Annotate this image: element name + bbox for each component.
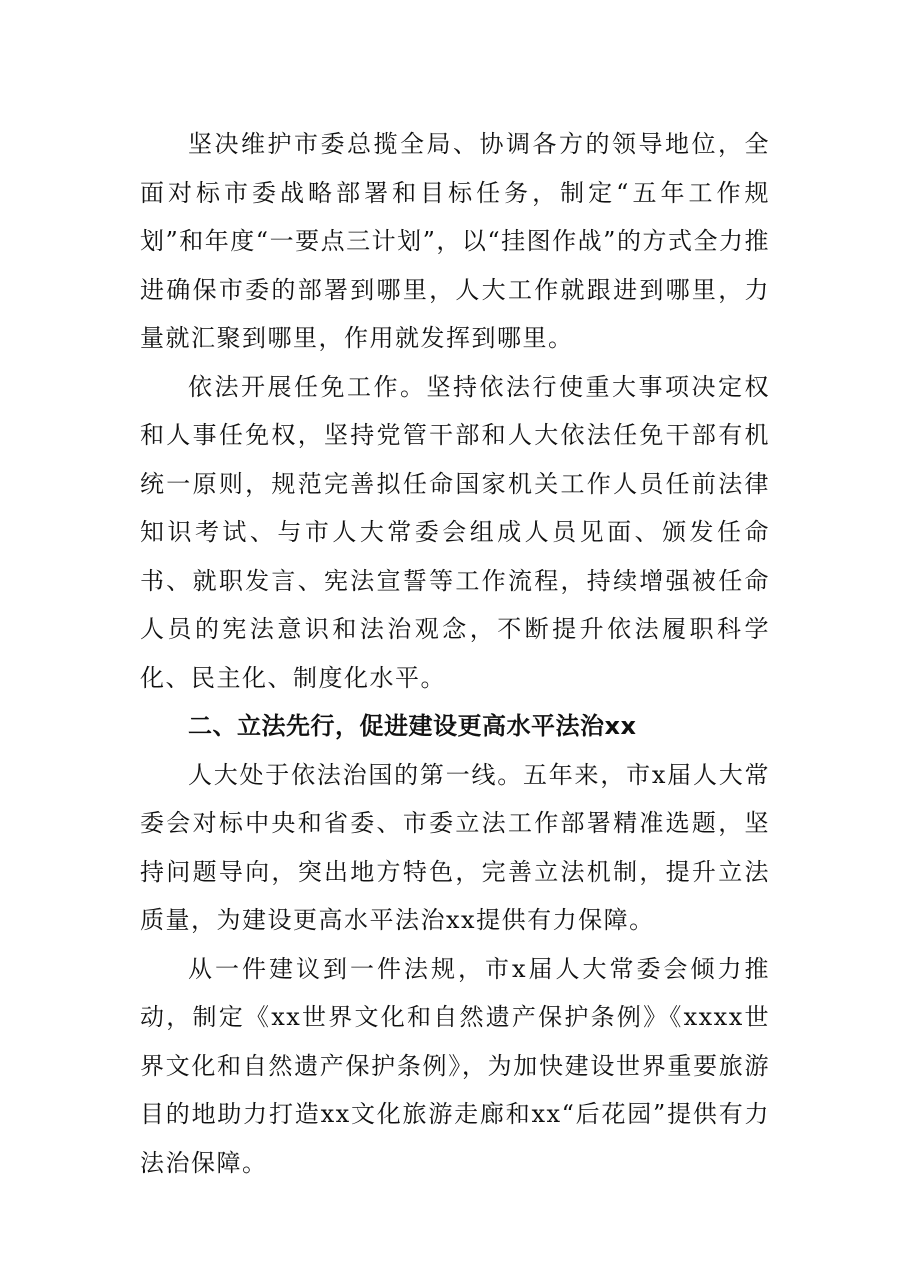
paragraph-heritage-regulations: 从一件建议到一件法规，市x届人大常委会倾力推动，制定《xx世界文化和自然遗产保护条例》《xxxx世界文化和自然遗产保护条例》，为加快建设世界重要旅游目的地助力打造xx文化旅游走廊和xx“后花园”提供有力法治保障。 xyxy=(140,954,770,1177)
paragraph-leadership: 坚决维护市委总揽全局、协调各方的领导地位，全面对标市委战略部署和目标任务，制定“五年工作规划”和年度“一要点三计划”，以“挂图作战”的方式全力推进确保市委的部署到哪里，人大工作就跟进到哪里，力量就汇聚到哪里，作用就发挥到哪里。 xyxy=(140,130,770,352)
document-body xyxy=(140,120,770,1187)
section-heading: 二、立法先行，促进建设更高水平法治xx xyxy=(188,712,637,740)
paragraph-legislation: 人大处于依法治国的第一线。五年来，市x届人大常委会对标中央和省委、市委立法工作部署精准选题，坚持问题导向，突出地方特色，完善立法机制，提升立法质量，为建设更高水平法治xx提供有力保障。 xyxy=(140,760,770,934)
paragraph-appointment: 依法开展任免工作。坚持依法行使重大事项决定权和人事任免权，坚持党管干部和人大依法任免干部有机统一原则，规范完善拟任命国家机关工作人员任前法律知识考试、与市人大常委会组成人员见面、颁发任命书、就职发言、宪法宣誓等工作流程，持续增强被任命人员的宪法意识和法治观念，不断提升依法履职科学化、民主化、制度化水平。 xyxy=(140,372,770,692)
